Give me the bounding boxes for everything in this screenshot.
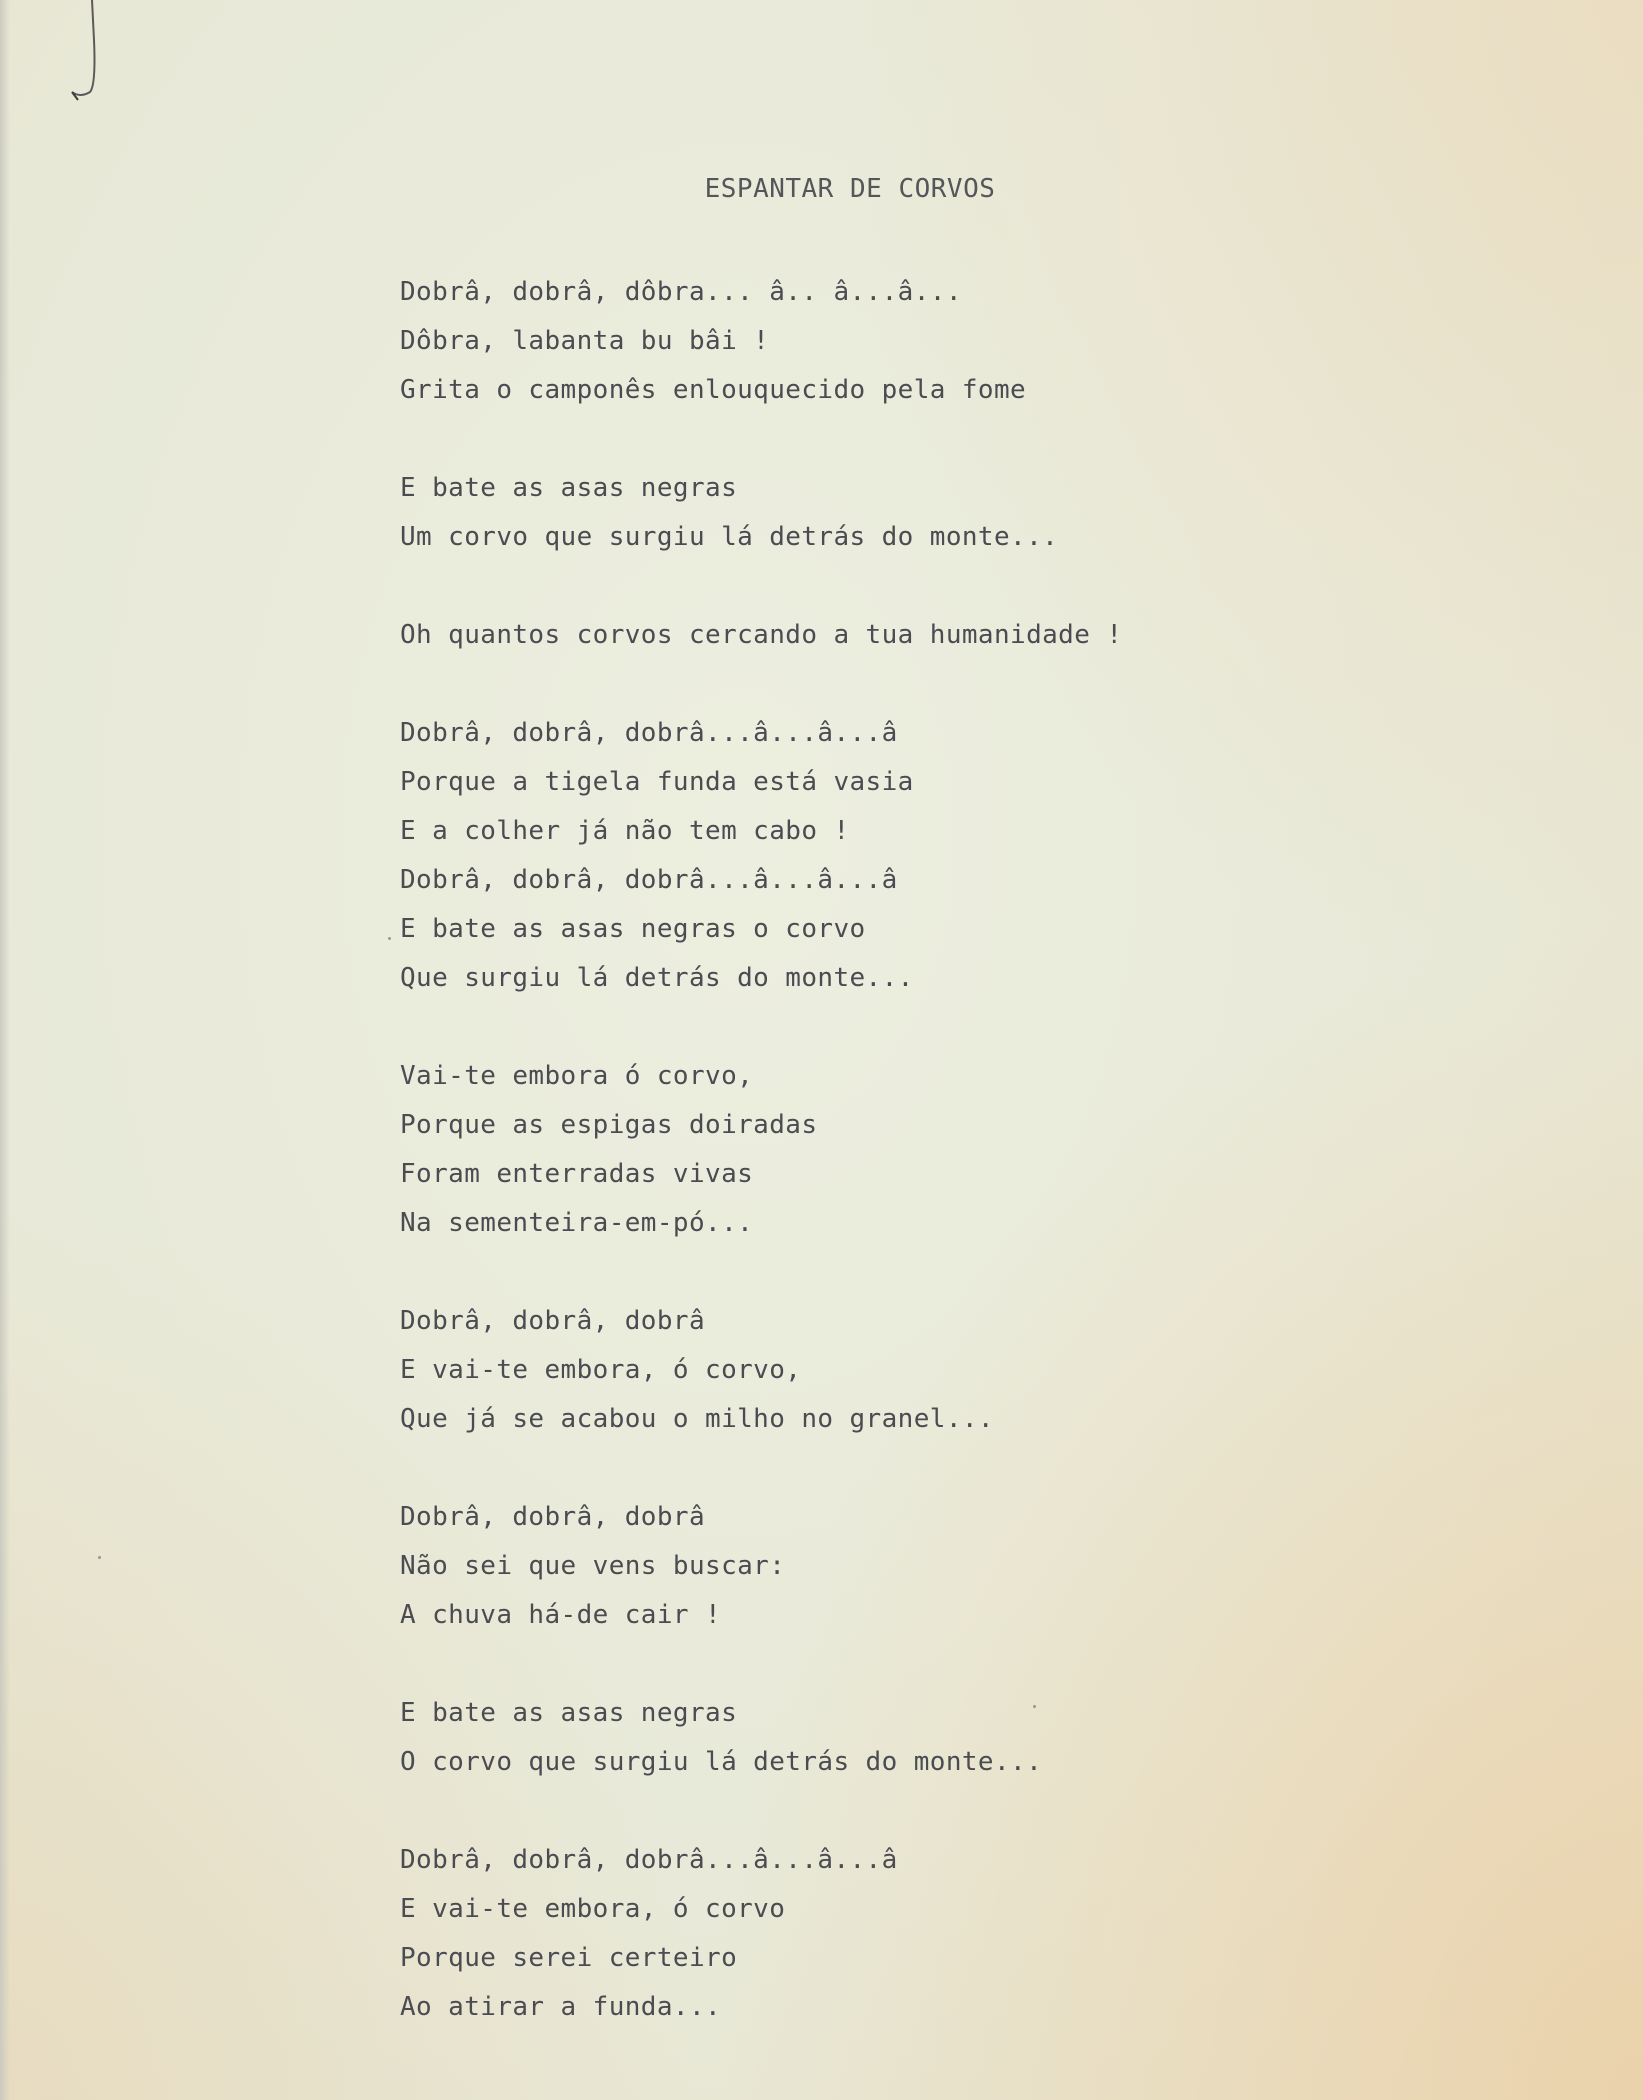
poem-line: Dôbra, labanta bu bâi !: [400, 326, 770, 356]
page-title: ESPANTAR DE CORVOS: [704, 174, 996, 204]
poem-line: Porque as espigas doiradas: [400, 1110, 818, 1140]
poem-line: Dobrâ, dobrâ, dobrâ...â...â...â: [400, 718, 898, 748]
poem-line: Não sei que vens buscar:: [400, 1551, 786, 1581]
poem-line: Dobrâ, dobrâ, dôbra... â.. â...â...: [400, 277, 962, 307]
poem-line: A chuva há-de cair !: [400, 1600, 722, 1630]
staple-mark: [70, 0, 110, 110]
poem-line: Na sementeira-em-pó...: [400, 1208, 754, 1238]
poem-line: Porque serei certeiro: [400, 1943, 738, 1973]
stanza-3: [400, 611, 1600, 660]
paper-speck: [388, 937, 391, 940]
stanza-5: [400, 1052, 1600, 1248]
poem-line: Porque a tigela funda está vasia: [400, 767, 914, 797]
poem-line: E a colher já não tem cabo !: [400, 816, 850, 846]
stanza-7: [400, 1493, 1600, 1640]
poem-line: Um corvo que surgiu lá detrás do monte...: [400, 522, 1059, 552]
poem-line: Que já se acabou o milho no granel...: [400, 1404, 994, 1434]
poem-line: Que surgiu lá detrás do monte...: [400, 963, 914, 993]
stanza-8: [400, 1689, 1600, 1787]
paper-speck: [98, 1556, 101, 1559]
poem-line: Ao atirar a funda...: [400, 1992, 722, 2022]
poem-line: Dobrâ, dobrâ, dobrâ...â...â...â: [400, 1845, 898, 1875]
paper-speck: [1033, 1705, 1036, 1708]
poem-line: Dobrâ, dobrâ, dobrâ...â...â...â: [400, 865, 898, 895]
stanza-1: [400, 268, 1600, 415]
poem-line: E bate as asas negras: [400, 1698, 738, 1728]
poem-line: E bate as asas negras: [400, 473, 738, 503]
poem-line: O corvo que surgiu lá detrás do monte...: [400, 1747, 1043, 1777]
poem-line: E vai-te embora, ó corvo: [400, 1894, 786, 1924]
poem-body: [400, 268, 1600, 2081]
poem-line: E bate as asas negras o corvo: [400, 914, 866, 944]
stanza-9: [400, 1836, 1600, 2032]
poem-line: Dobrâ, dobrâ, dobrâ: [400, 1502, 706, 1532]
poem-line: Oh quantos corvos cercando a tua humanidade !: [400, 620, 1123, 650]
poem-line: Grita o camponês enlouquecido pela fome: [400, 375, 1027, 405]
poem-line: Dobrâ, dobrâ, dobrâ: [400, 1306, 706, 1336]
poem-line: E vai-te embora, ó corvo,: [400, 1355, 802, 1385]
stanza-4: [400, 709, 1600, 1003]
poem-line: Foram enterradas vivas: [400, 1159, 754, 1189]
poem-line: Vai-te embora ó corvo,: [400, 1061, 754, 1091]
stanza-6: [400, 1297, 1600, 1444]
stanza-2: [400, 464, 1600, 562]
page-left-edge: [0, 0, 10, 2100]
